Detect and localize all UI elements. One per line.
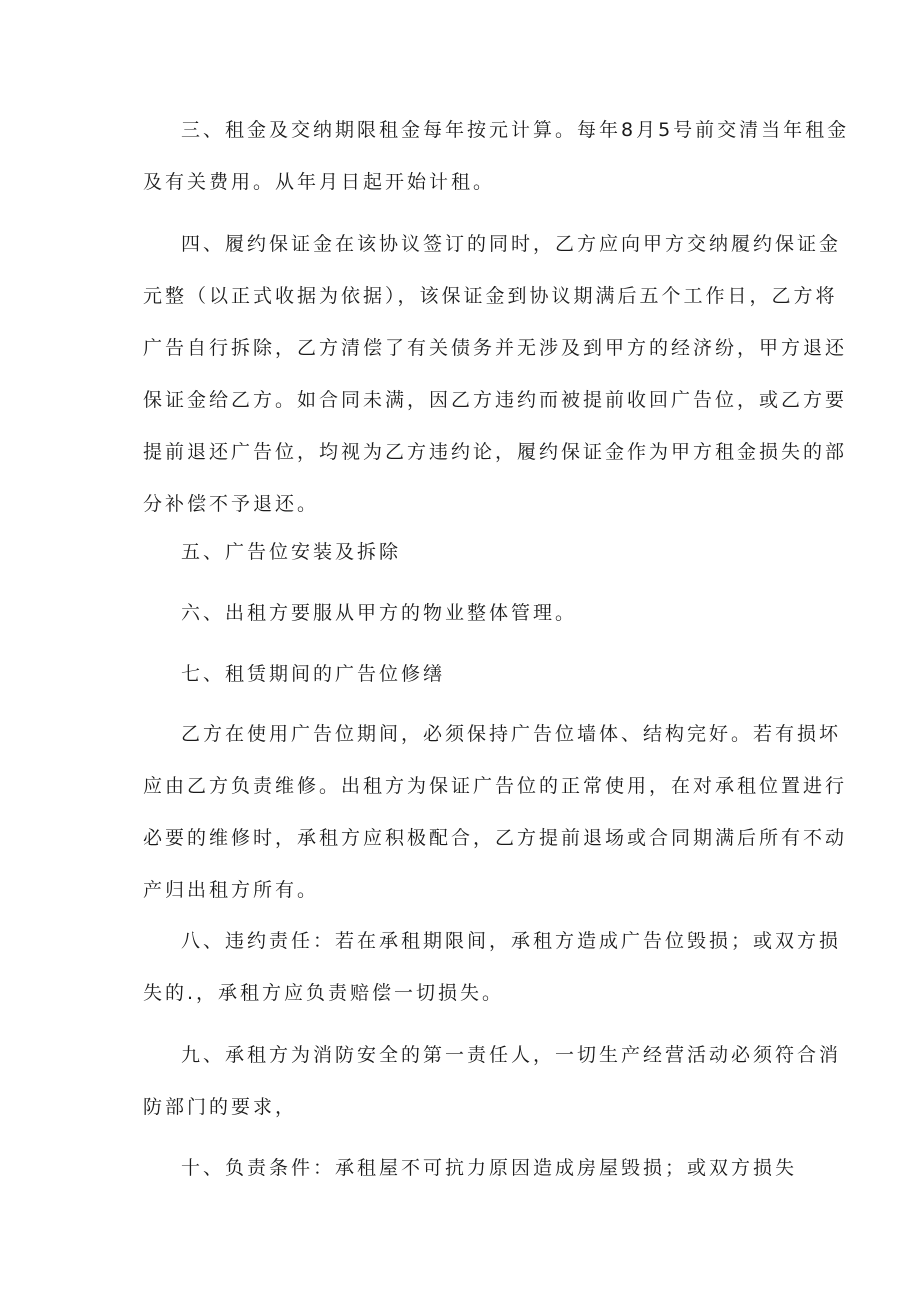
paragraph-line: 九、承租方为消防安全的第一责任人，一切生产经营活动必须符合消: [181, 1044, 842, 1066]
paragraph-performance-deposit: [143, 218, 848, 530]
paragraph-line: 广告自行拆除，乙方清偿了有关债务并无涉及到甲方的经济纷，甲方退还: [143, 337, 848, 359]
paragraph-force-majeure: [181, 1142, 798, 1194]
paragraph-line: 六、出租方要服从甲方的物业整体管理。: [181, 602, 578, 624]
paragraph-line: 五、广告位安装及拆除: [181, 541, 402, 563]
paragraph-line: 防部门的要求，: [143, 1096, 298, 1118]
paragraph-line: 及有关费用。从年月日起开始计租。: [143, 171, 496, 193]
paragraph-line: 十、负责条件：承租屋不可抗力原因造成房屋毁损；或双方损失: [181, 1157, 798, 1179]
paragraph-installation: [181, 526, 781, 578]
paragraph-line: 分补偿不予退还。: [143, 493, 320, 515]
paragraph-repairs-body: [143, 708, 848, 916]
paragraph-repairs-heading: [181, 648, 781, 700]
paragraph-line: 应由乙方负责维修。出租方为保证广告位的正常使用，在对承租位置进行: [143, 775, 848, 797]
paragraph-line: 四、履约保证金在该协议签订的同时，乙方应向甲方交纳履约保证金: [181, 233, 842, 255]
paragraph-property-management: [181, 587, 781, 639]
paragraph-line: 保证金给乙方。如合同未满，因乙方违约而被提前收回广告位，或乙方要: [143, 389, 848, 411]
paragraph-fire-safety: [143, 1029, 842, 1133]
paragraph-line: 三、租金及交纳期限租金每年按元计算。每年8月5号前交清当年租金: [181, 119, 850, 141]
paragraph-line: 七、租赁期间的广告位修缮: [181, 663, 446, 685]
paragraph-line: 提前退还广告位，均视为乙方违约论，履约保证金作为甲方租金损失的部: [143, 441, 848, 463]
paragraph-line: 产归出租方所有。: [143, 879, 320, 901]
paragraph-line: 必要的维修时，承租方应积极配合，乙方提前退场或合同期满后所有不动: [143, 827, 848, 849]
paragraph-line: 失的.，承租方应负责赔偿一切损失。: [143, 982, 505, 1004]
paragraph-rent-terms: [143, 104, 850, 208]
paragraph-line: 元整（以正式收据为依据），该保证金到协议期满后五个工作日，乙方将: [143, 285, 838, 307]
paragraph-line: 乙方在使用广告位期间，必须保持广告位墙体、结构完好。若有损坏: [181, 723, 842, 745]
paragraph-breach-liability: [143, 915, 842, 1019]
paragraph-line: 八、违约责任：若在承租期限间，承租方造成广告位毁损；或双方损: [181, 930, 842, 952]
